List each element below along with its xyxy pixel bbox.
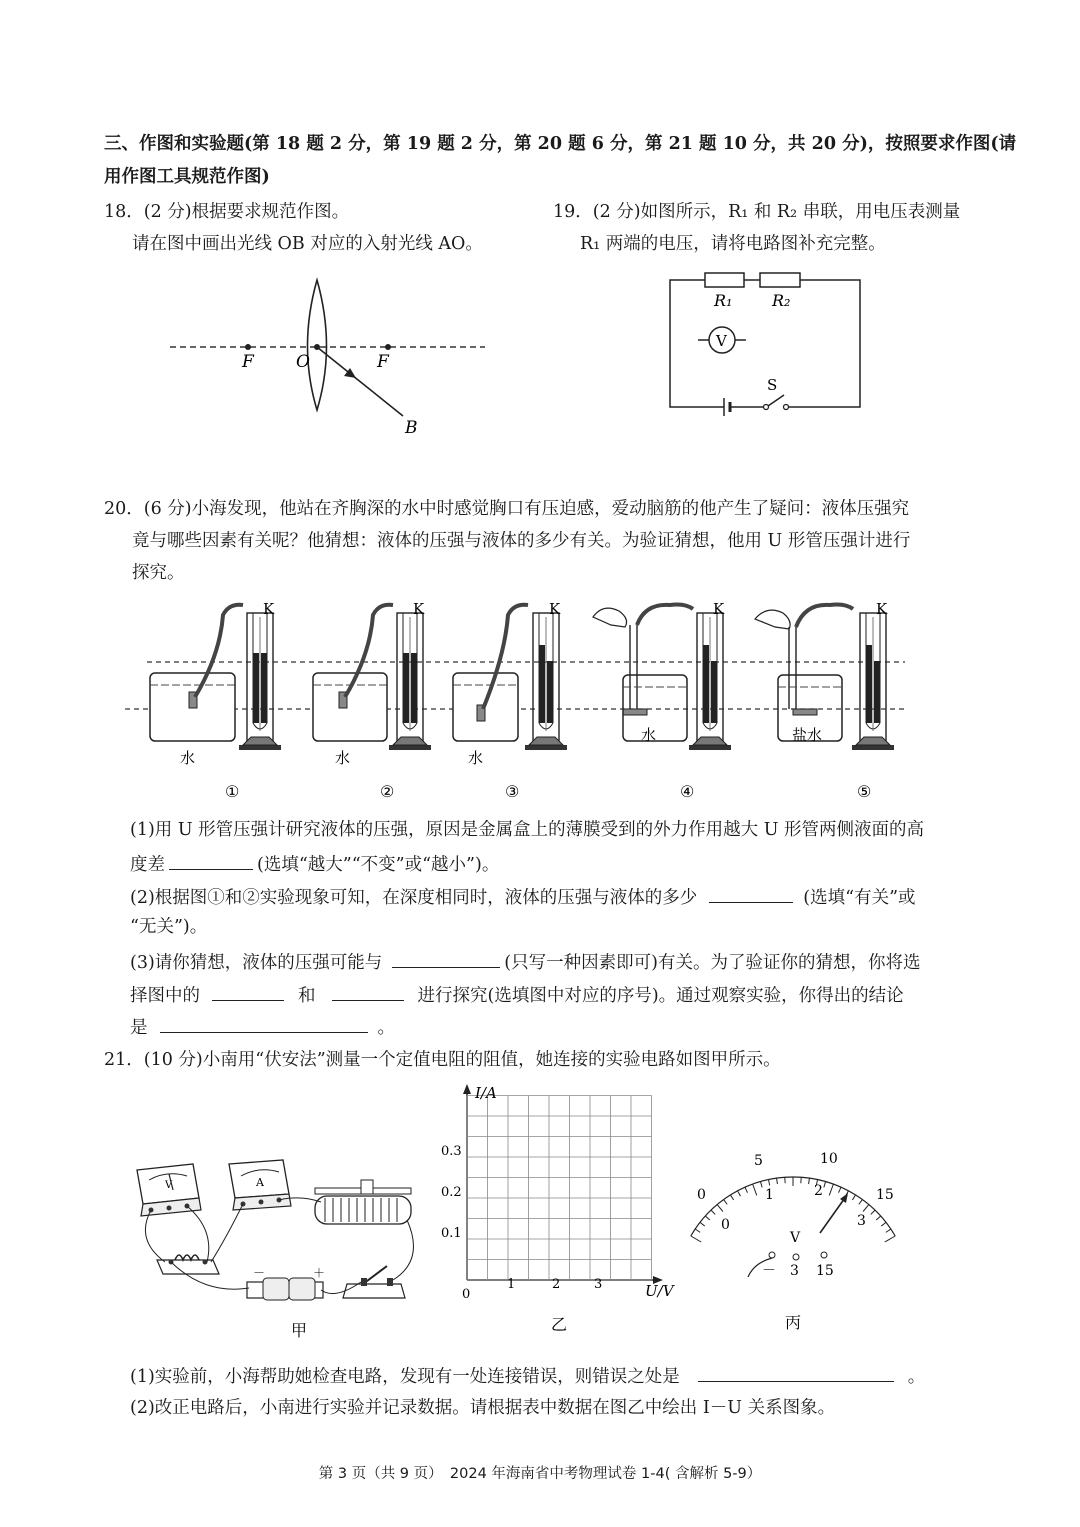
section-heading-line1: 三、作图和实验题(第 18 题 2 分，第 19 题 2 分，第 20 题 6 分，第 21 题 10 分，共 20 分)，按照要求作图(请	[104, 134, 1017, 154]
beaker-2	[313, 673, 387, 741]
sliding-rheostat	[315, 1180, 411, 1224]
focus-right-dot	[385, 344, 391, 350]
answer-blank-21-1[interactable]	[698, 1363, 894, 1382]
rubber-tube-4	[637, 605, 693, 626]
x-tick-1: 1	[507, 1277, 516, 1292]
svg-text:－: －	[253, 1266, 266, 1280]
svg-text:＋: ＋	[313, 1266, 326, 1280]
q20-part1-text-b: (选填“越大”“不变”或“越小”)。	[257, 855, 500, 875]
voltmeter-dial-bing	[690, 1145, 900, 1335]
page-footer: 第 3 页（共 9 页） 2024 年海南省中考物理试卷 1-4( 含解析 5-9）	[318, 1466, 762, 1482]
q21-part1-text-a: (1)实验前，小海帮助她检查电路，发现有一处连接错误，则错误之处是	[130, 1367, 680, 1387]
q18-prompt: 请在图中画出光线 OB 对应的入射光线 AO。	[132, 234, 483, 254]
dial-tick	[745, 1187, 747, 1192]
setup-4	[593, 600, 731, 801]
k-label-5: K	[876, 600, 888, 618]
voltmeter-device	[137, 1164, 201, 1216]
q20-line2: 竟与哪些因素有关呢？他猜想：液体的压强与液体的多少有关。为验证猜想，他用 U 形管压强计进行	[132, 531, 911, 551]
setup-number-3: ③	[505, 782, 520, 801]
circuit-diagram	[660, 262, 870, 417]
answer-blank-20-6[interactable]	[160, 1014, 368, 1033]
setup-2	[313, 600, 431, 801]
dial-tick	[881, 1222, 886, 1226]
ammeter-device	[229, 1160, 291, 1210]
q20-part3-text-d: 和	[298, 986, 316, 1006]
dial-tick	[863, 1205, 869, 1212]
q18-title: 18．(2 分)根据要求规范作图。	[104, 202, 350, 222]
resistor-r2	[760, 273, 800, 287]
rubber-tube-5	[796, 605, 853, 628]
dial-tick	[730, 1195, 733, 1200]
q20-part3-line2	[130, 982, 904, 1008]
dial-tick	[700, 1222, 705, 1226]
answer-blank-20-5[interactable]	[332, 982, 404, 1001]
dial-tick	[768, 1180, 769, 1186]
k-label-2: K	[413, 600, 425, 618]
setup-number-1: ①	[225, 782, 240, 801]
q20-line1: 20．(6 分)小海发现，他站在齐胸深的水中时感觉胸口有压迫感，爱动脑筋的他产生了疑问：液体压强究	[104, 499, 910, 519]
ammeter-letter: A	[256, 1176, 264, 1189]
dial-inner-2: 2	[814, 1183, 823, 1199]
switch-s	[768, 395, 784, 406]
x-tick-3: 3	[594, 1277, 603, 1292]
dial-tick	[809, 1178, 810, 1184]
q20-part3-text-c: 择图中的	[130, 986, 200, 1006]
origin-label: 0	[462, 1287, 471, 1302]
battery-pack	[247, 1266, 325, 1300]
dial-outer-0: 0	[697, 1187, 706, 1203]
answer-blank-20-4[interactable]	[212, 982, 284, 1001]
q20-part2-text-a: (2)根据图①和②实验现象可知，在深度相同时，液体的压强与液体的多少	[130, 888, 698, 908]
q20-part1-text-a: 度差	[130, 855, 165, 875]
dial-tick	[852, 1195, 855, 1200]
dial-tick	[876, 1216, 880, 1220]
answer-blank-20-1[interactable]	[169, 851, 253, 870]
setup-5	[755, 600, 894, 801]
dial-symbol: V	[790, 1230, 801, 1246]
q21-title: 21．(10 分)小南用“伏安法”测量一个定值电阻的阻值，她连接的实验电路如图甲所示。	[104, 1050, 781, 1070]
pressure-experiment-figure	[125, 595, 925, 805]
setup-number-4: ④	[680, 782, 695, 801]
dial-inner-1: 1	[765, 1187, 774, 1203]
dial-outer-15: 15	[876, 1187, 894, 1203]
dial-tick	[829, 1184, 833, 1195]
figure-yi-label: 乙	[551, 1315, 568, 1334]
dial-tick	[738, 1191, 741, 1196]
dial-tick	[760, 1182, 762, 1188]
ray-ob	[317, 347, 403, 416]
liquid-label-1: 水	[180, 749, 196, 767]
dial-tick	[711, 1210, 715, 1214]
y-tick-2: 0.2	[441, 1185, 462, 1200]
focus-right-label: F	[377, 352, 389, 372]
terminal-negative: －	[762, 1263, 776, 1279]
r1-label: R₁	[714, 291, 733, 310]
liquid-label-3: 水	[468, 749, 484, 767]
q20-part3-text-e: 进行探究(选填图中对应的序号)。通过观察实验，你得出的结论	[417, 986, 904, 1006]
q20-part1-line2	[130, 851, 499, 877]
graph-grid	[467, 1096, 652, 1281]
section-heading-line2: 用作图工具规范作图)	[104, 167, 270, 187]
q20-part1-line1: (1)用 U 形管压强计研究液体的压强，原因是金属盒上的薄膜受到的外力作用越大 U 形管两侧液面的高	[130, 820, 925, 840]
q20-part3-line1	[130, 949, 920, 975]
focus-left-label: F	[242, 352, 254, 372]
dial-inner-3: 3	[857, 1213, 866, 1229]
terminal-3: 3	[790, 1263, 799, 1279]
switch-device	[343, 1266, 405, 1298]
q20-part3-text-f: 是	[130, 1018, 148, 1038]
center-label: O	[296, 352, 310, 372]
lens-diagram	[160, 270, 500, 445]
dial-tick	[695, 1229, 700, 1232]
k-label-1: K	[263, 600, 275, 618]
dial-tick	[705, 1216, 709, 1220]
dial-tick	[724, 1200, 728, 1205]
terminal-15: 15	[816, 1263, 834, 1279]
q21-part1-text-b: 。	[907, 1367, 926, 1387]
k-label-3: K	[549, 600, 561, 618]
setup-1	[150, 600, 281, 801]
q20-part2-line1	[130, 884, 916, 910]
setup-number-2: ②	[380, 782, 395, 801]
dial-tick	[871, 1210, 875, 1214]
answer-blank-20-2[interactable]	[709, 884, 793, 903]
q21-part2: (2)改正电路后，小南进行实验并记录数据。请根据表中数据在图乙中绘出 I－U 关系图象。	[130, 1398, 836, 1418]
liquid-label-5: 盐水	[792, 726, 823, 744]
resistor-r1	[705, 273, 744, 287]
point-b-label: B	[405, 418, 418, 438]
q20-part3-text-a: (3)请你猜想，液体的压强可能与	[130, 953, 383, 973]
y-tick-1: 0.1	[441, 1226, 462, 1241]
dial-tick	[691, 1236, 701, 1242]
q19-prompt: R₁ 两端的电压，请将电路图补充完整。	[580, 234, 886, 254]
dial-tick	[753, 1184, 757, 1195]
iu-graph-yi[interactable]	[435, 1078, 685, 1343]
answer-blank-20-3[interactable]	[392, 949, 500, 968]
k-label-4: K	[713, 600, 725, 618]
r2-label: R₂	[772, 291, 791, 310]
q20-part3-line3	[130, 1014, 395, 1040]
setup-3	[453, 600, 567, 801]
circuit-photo-jia	[125, 1150, 445, 1345]
dial-inner-0: 0	[721, 1217, 730, 1233]
q19-title: 19．(2 分)如图所示，R₁ 和 R₂ 串联，用电压表测量	[553, 202, 961, 222]
fixed-resistor	[157, 1255, 219, 1274]
dial-outer-5: 5	[754, 1153, 763, 1169]
liquid-label-2: 水	[335, 749, 351, 767]
setup-number-5: ⑤	[857, 782, 872, 801]
liquid-label-4: 水	[641, 726, 657, 744]
dial-tick	[777, 1178, 778, 1184]
q20-part3-text-g: 。	[377, 1018, 395, 1038]
voltmeter-label: V	[716, 332, 727, 350]
hand-4	[593, 608, 627, 627]
dial-tick	[859, 1200, 863, 1205]
x-axis-label: U/V	[645, 1282, 674, 1300]
dial-tick	[824, 1182, 826, 1188]
figure-jia-label: 甲	[291, 1321, 308, 1340]
y-axis-label: I/A	[475, 1084, 497, 1102]
dial-tick	[839, 1187, 841, 1192]
focus-left-dot	[245, 344, 251, 350]
x-tick-2: 2	[552, 1277, 561, 1292]
dial-outer-10: 10	[820, 1151, 838, 1167]
dial-tick	[886, 1229, 891, 1232]
y-tick-3: 0.3	[441, 1144, 462, 1159]
q20-part2-line2: “无关”)。	[130, 917, 208, 937]
dial-tick	[717, 1205, 723, 1212]
hand-5	[755, 610, 790, 629]
q20-line3: 探究。	[132, 563, 185, 583]
voltmeter-letter: V	[165, 1180, 173, 1191]
q20-part3-text-b: (只写一种因素即可)有关。为了验证你的猜想，你将选	[504, 953, 921, 973]
switch-label: S	[767, 376, 778, 394]
dial-tick	[885, 1236, 895, 1242]
figure-bing-label: 丙	[785, 1313, 802, 1332]
q21-part1	[130, 1363, 925, 1389]
q20-part2-text-b: (选填“有关”或	[803, 888, 916, 908]
